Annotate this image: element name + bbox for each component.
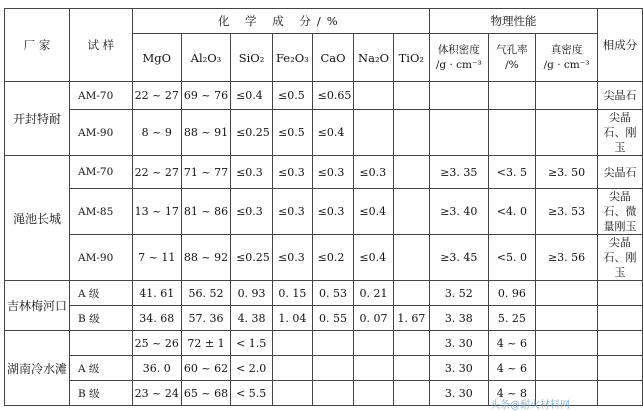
- cao-cell: [312, 381, 354, 406]
- tio2-cell: [393, 381, 429, 406]
- table-row: [5, 331, 643, 356]
- na2o-cell: ≤0.3: [354, 156, 393, 189]
- table-row: [5, 110, 643, 156]
- sio2-cell: < 2.0: [231, 356, 273, 381]
- tio2-cell: [393, 281, 429, 306]
- sample-cell: AM-85: [70, 189, 133, 235]
- table-row: [5, 189, 643, 235]
- sio2-cell: < 1.5: [231, 331, 273, 356]
- cao-cell: [312, 356, 354, 381]
- factory-cell: 吉林梅河口: [5, 281, 70, 331]
- na2o-cell: 0. 21: [354, 281, 393, 306]
- table-row: [5, 306, 643, 331]
- sample-cell: A 级: [70, 281, 133, 306]
- bulk-density-cell: 3. 30: [430, 381, 489, 406]
- na2o-cell: 0. 07: [354, 306, 393, 331]
- bulk-density-cell: 3. 52: [430, 281, 489, 306]
- sample-cell: A 级: [70, 356, 133, 381]
- true-density-cell: [536, 281, 598, 306]
- bulk-density-header: [430, 34, 489, 82]
- fe2o3-cell: ≤0.5: [273, 82, 313, 110]
- sio2-cell: ≤0.25: [231, 110, 273, 156]
- phase-cell: 尖晶石、刚玉: [598, 110, 643, 156]
- al2o3-cell: 72 ± 1: [181, 331, 230, 356]
- cao-cell: ≤0.3: [312, 156, 354, 189]
- sample-header: 试 样: [70, 9, 133, 82]
- porosity-cell: [488, 110, 535, 156]
- factory-cell: 渑池长城: [5, 156, 70, 281]
- table-row: [5, 281, 643, 306]
- table-row: [5, 82, 643, 110]
- tio2-cell: 1. 67: [393, 306, 429, 331]
- physical-properties-header: 物理性能: [430, 9, 598, 34]
- phase-cell: 尖晶石、刚玉: [598, 235, 643, 281]
- cao-cell: 0. 53: [312, 281, 354, 306]
- bulk-density-cell: ≥3. 35: [430, 156, 489, 189]
- true-density-cell: [536, 110, 598, 156]
- bulk-density-cell: [430, 110, 489, 156]
- na2o-cell: [354, 356, 393, 381]
- phase-cell: 尖晶石: [598, 82, 643, 110]
- al2o3-cell: 60 ~ 62: [181, 356, 230, 381]
- tio2-cell: [393, 110, 429, 156]
- phase-header: 相成分: [598, 9, 643, 82]
- porosity-cell: 0. 96: [488, 281, 535, 306]
- bulk-density-label: 体积密度: [437, 43, 480, 56]
- mgo-cell: 41. 61: [132, 281, 181, 306]
- sample-cell: B 级: [70, 306, 133, 331]
- sio2-cell: 4. 38: [231, 306, 273, 331]
- na2o-header: Na₂O: [354, 34, 393, 82]
- fe2o3-cell: ≤0.3: [273, 189, 313, 235]
- porosity-label: 气孔率: [496, 43, 528, 56]
- porosity-cell: 4 ~ 6: [488, 331, 535, 356]
- bulk-density-cell: ≥3. 40: [430, 189, 489, 235]
- na2o-cell: [354, 381, 393, 406]
- sample-cell: AM-90: [70, 235, 133, 281]
- cao-cell: ≤0.2: [312, 235, 354, 281]
- sample-cell: [70, 331, 133, 356]
- porosity-cell: <3. 5: [488, 156, 535, 189]
- mgo-header: MgO: [132, 34, 181, 82]
- sio2-cell: < 5.5: [231, 381, 273, 406]
- tio2-cell: [393, 156, 429, 189]
- table-row: [5, 235, 643, 281]
- porosity-cell: 5. 25: [488, 306, 535, 331]
- phase-cell: [598, 306, 643, 331]
- sio2-cell: ≤0.3: [231, 156, 273, 189]
- sample-cell: AM-90: [70, 110, 133, 156]
- mgo-cell: 25 ~ 26: [132, 331, 181, 356]
- sio2-cell: ≤0.3: [231, 189, 273, 235]
- table-row: [5, 356, 643, 381]
- bulk-density-cell: 3. 30: [430, 356, 489, 381]
- fe2o3-cell: 1. 04: [273, 306, 313, 331]
- mgo-cell: 7 ~ 11: [132, 235, 181, 281]
- fe2o3-cell: ≤0.3: [273, 235, 313, 281]
- al2o3-cell: 81 ~ 86: [181, 189, 230, 235]
- bulk-density-cell: ≥3. 45: [430, 235, 489, 281]
- tio2-cell: [393, 356, 429, 381]
- cao-cell: ≤0.4: [312, 110, 354, 156]
- phase-cell: [598, 281, 643, 306]
- sio2-cell: ≤0.25: [231, 235, 273, 281]
- porosity-cell: 4 ~ 8: [488, 381, 535, 406]
- fe2o3-cell: [273, 331, 313, 356]
- bulk-density-unit: /g · cm⁻³: [435, 58, 482, 71]
- na2o-cell: ≤0.4: [354, 189, 393, 235]
- tio2-cell: [393, 82, 429, 110]
- fe2o3-cell: ≤0.3: [273, 156, 313, 189]
- mgo-cell: 36. 0: [132, 356, 181, 381]
- na2o-cell: [354, 110, 393, 156]
- true-density-cell: [536, 356, 598, 381]
- cao-cell: ≤0.65: [312, 82, 354, 110]
- true-density-cell: ≥3. 56: [536, 235, 598, 281]
- porosity-unit: /%: [505, 58, 519, 71]
- na2o-cell: ≤0.4: [354, 235, 393, 281]
- porosity-cell: [488, 82, 535, 110]
- tio2-header: TiO₂: [393, 34, 429, 82]
- porosity-header: [488, 34, 535, 82]
- true-density-label: 真密度: [550, 43, 583, 56]
- sample-cell: AM-70: [70, 156, 133, 189]
- fe2o3-header: Fe₂O₃: [273, 34, 313, 82]
- phase-cell: 尖晶石: [598, 156, 643, 189]
- tio2-cell: [393, 189, 429, 235]
- cao-cell: [312, 331, 354, 356]
- true-density-cell: [536, 82, 598, 110]
- bulk-density-cell: 3. 38: [430, 306, 489, 331]
- porosity-cell: <5. 0: [488, 235, 535, 281]
- na2o-cell: [354, 331, 393, 356]
- true-density-unit: /g · cm⁻³: [543, 58, 590, 71]
- watermark: 头条@耐火材料网: [490, 400, 570, 411]
- factory-cell: 湖南冷水滩: [5, 331, 70, 406]
- factory-header: 厂 家: [5, 9, 70, 82]
- fe2o3-cell: 0. 15: [273, 281, 313, 306]
- cao-header: CaO: [312, 34, 354, 82]
- cao-cell: 0. 55: [312, 306, 354, 331]
- al2o3-cell: 57. 36: [181, 306, 230, 331]
- fe2o3-cell: [273, 381, 313, 406]
- porosity-cell: 4 ~ 6: [488, 356, 535, 381]
- factory-cell: 开封特耐: [5, 82, 70, 156]
- mgo-cell: 23 ~ 24: [132, 381, 181, 406]
- mgo-cell: 13 ~ 17: [132, 189, 181, 235]
- phase-cell: 尖晶石、微量刚玉: [598, 189, 643, 235]
- fe2o3-cell: ≤0.5: [273, 110, 313, 156]
- bulk-density-cell: [430, 82, 489, 110]
- chemical-composition-header: 化 学 成 分/%: [132, 9, 429, 34]
- sio2-cell: ≤0.4: [231, 82, 273, 110]
- mgo-cell: 34. 68: [132, 306, 181, 331]
- al2o3-cell: 71 ~ 77: [181, 156, 230, 189]
- al2o3-cell: 69 ~ 76: [181, 82, 230, 110]
- bulk-density-cell: 3. 30: [430, 331, 489, 356]
- al2o3-cell: 56. 52: [181, 281, 230, 306]
- true-density-cell: [536, 331, 598, 356]
- refractory-composition-table: [4, 8, 643, 406]
- cao-cell: ≤0.3: [312, 189, 354, 235]
- table-row: [5, 156, 643, 189]
- porosity-cell: <4. 0: [488, 189, 535, 235]
- sample-cell: AM-70: [70, 82, 133, 110]
- na2o-cell: [354, 82, 393, 110]
- tio2-cell: [393, 331, 429, 356]
- mgo-cell: 22 ~ 27: [132, 156, 181, 189]
- tio2-cell: [393, 235, 429, 281]
- al2o3-cell: 88 ~ 91: [181, 110, 230, 156]
- mgo-cell: 22 ~ 27: [132, 82, 181, 110]
- fe2o3-cell: [273, 356, 313, 381]
- true-density-header: [536, 34, 598, 82]
- true-density-cell: [536, 306, 598, 331]
- sio2-cell: 0. 93: [231, 281, 273, 306]
- phase-cell: [598, 381, 643, 406]
- sample-cell: B 级: [70, 381, 133, 406]
- phase-cell: [598, 331, 643, 356]
- true-density-cell: ≥3. 50: [536, 156, 598, 189]
- al2o3-cell: 65 ~ 68: [181, 381, 230, 406]
- phase-cell: [598, 356, 643, 381]
- al2o3-header: Al₂O₃: [181, 34, 230, 82]
- al2o3-cell: 88 ~ 92: [181, 235, 230, 281]
- sio2-header: SiO₂: [231, 34, 273, 82]
- header-row-1: [5, 9, 643, 34]
- mgo-cell: 8 ~ 9: [132, 110, 181, 156]
- true-density-cell: ≥3. 53: [536, 189, 598, 235]
